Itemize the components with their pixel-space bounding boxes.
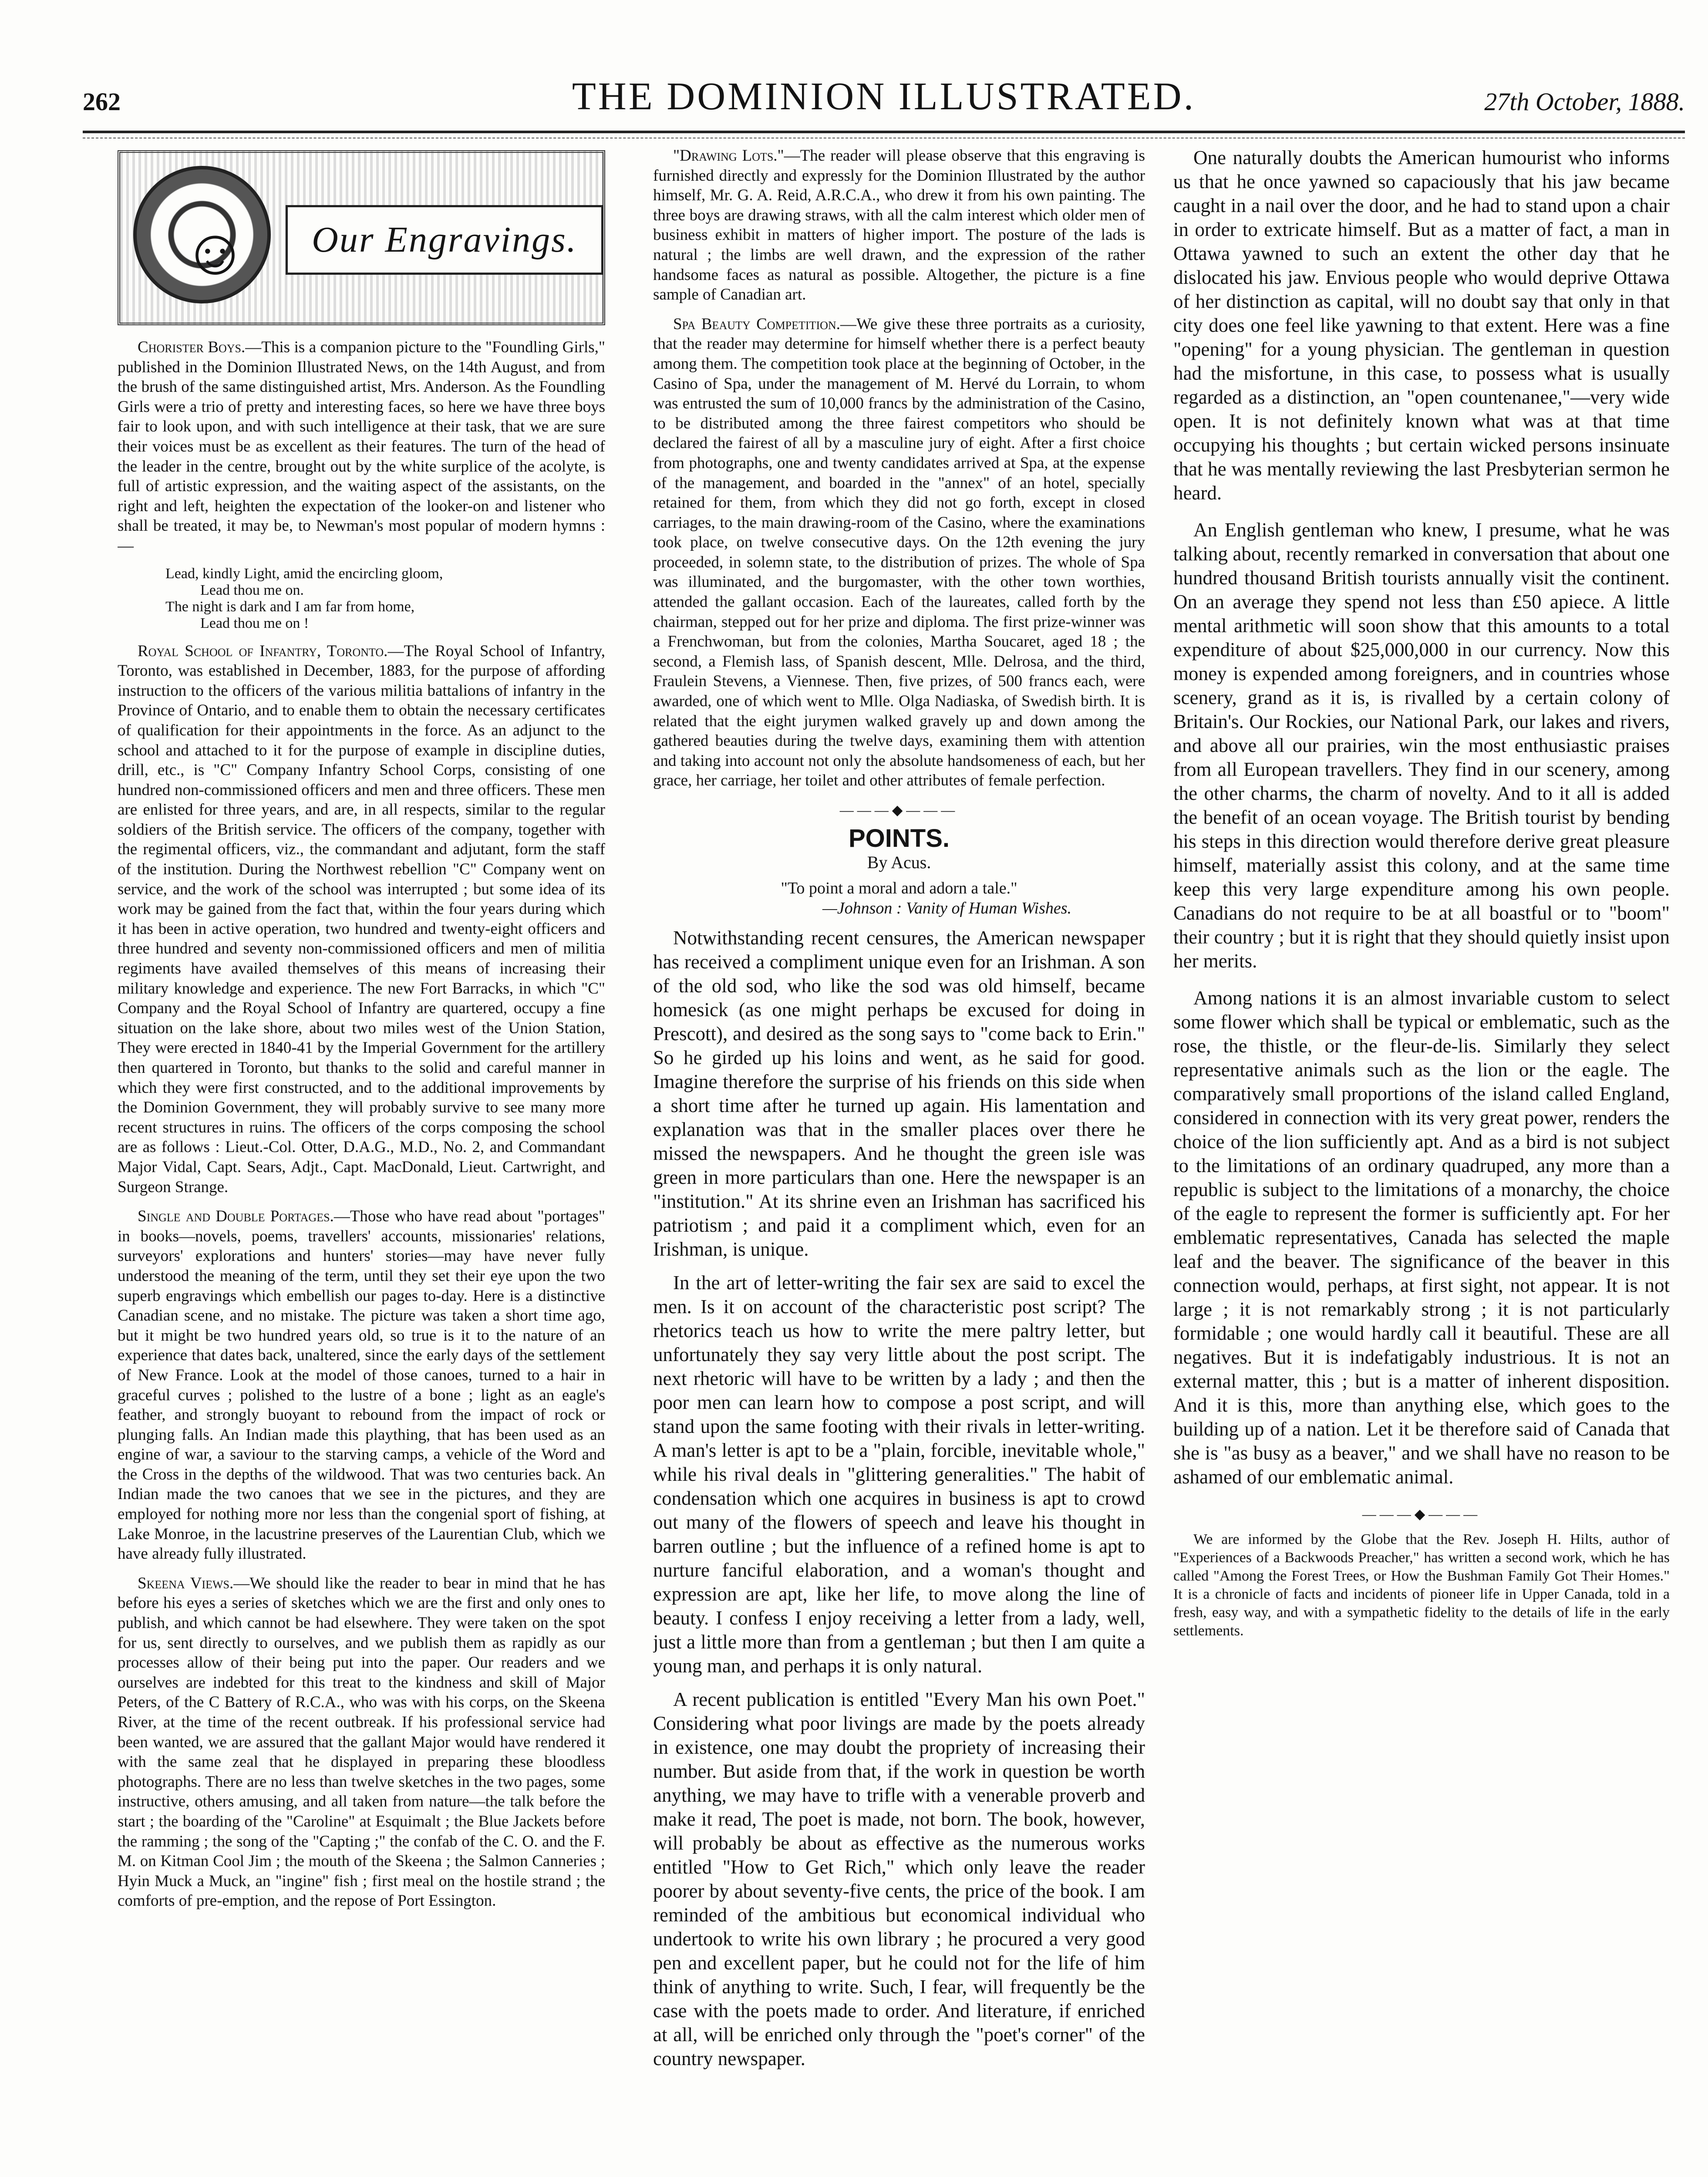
engravings-banner-title: Our Engravings.: [286, 205, 603, 275]
hilts-notice: We are informed by the Globe that the Rev. Joseph H. Hilts, author of "Experiences of a Backwoods Preacher," has written a second work, which he has called "Among the Forest Trees, or How the Bushman Family Got Their Homes." It is a chronicle of facts and incidents of pioneer life in Upper Canada, told in a fresh, easy way, and with a sympathetic fidelity to the details of life in the early settlements.: [1173, 1531, 1670, 1639]
motto-source: —Johnson : Vanity of Human Wishes.: [822, 899, 1072, 918]
motto-text: "To point a moral and adorn a tale.": [781, 879, 1017, 898]
green-man-medallion-icon: [133, 166, 271, 303]
poem-line: The night is dark and I am far from home,: [165, 598, 415, 615]
issue-date: 27th October, 1888.: [1484, 88, 1685, 116]
page-header: [83, 74, 1685, 122]
section-ornament: ———◆———: [1362, 1506, 1481, 1522]
poem-line: Lead, kindly Light, amid the encircling gloom,: [165, 565, 443, 582]
article-skeena: [118, 1574, 605, 1911]
article-royal-school: [118, 641, 605, 1197]
section-ornament: ———◆———: [839, 802, 959, 818]
article-spa: [653, 314, 1145, 791]
points-motto: [653, 878, 1145, 918]
article-portages: [118, 1206, 605, 1564]
points-byline: By Acus.: [867, 852, 931, 872]
article-title: "Drawing Lots.": [673, 147, 784, 165]
article-chorister: [118, 337, 605, 556]
header-rule: [83, 131, 1685, 133]
column-1: [118, 146, 605, 2177]
points-paragraph-6: Among nations it is an almost invariable custom to select some flower which shall be typical or emblematic, such as the rose, the thistle, or the fleur-de-lis. Similarly they select representative animals such as the lion or the eagle. The comparatively small proportions of the island called England, considered in connection with its very great power, renders the choice of the lion sufficiently apt. And as a bird is not subject to the limitations of an ordinary quadruped, any more than a republic is subject to the limitations of a monarchy, the choice of the eagle to represent the former is sufficiently apt. For her emblematic representatives, Canada has selected the maple leaf and the beaver. The significance of the beaver in this connection would, perhaps, at first sight, not appear. It is not large ; it is not remarkably strong ; it is not particularly formidable ; one would hardly call it beautiful. These are all negatives. But it is indefatigably industrious. It is not an external matter, this ; but is a matter of inherent disposition. And it is this, more than anything else, which goes to the building up of a nation. Let it be therefore said of Canada that she is "as busy as a beaver," and we shall have no reason to be ashamed of our emblematic animal.: [1173, 987, 1670, 1488]
poem-line: Lead thou me on.: [200, 582, 304, 598]
column-2: [653, 146, 1145, 2177]
article-title: Royal School of Infantry, Toronto.: [138, 642, 388, 660]
article-title: Single and Double Portages.: [138, 1207, 334, 1226]
article-drawing-lots: [653, 146, 1145, 305]
points-text-block: [653, 926, 1145, 2071]
points-paragraph-2: In the art of letter-writing the fair sex are said to excel the men. Is it on account of the characteristic post script? The rhetorics teach us how to write the mere paltry letter, but unfortunately they say very little about the post script. The next rhetoric will have to be written by a lady ; and then the poor men can learn how to compose a post script, and will stand upon the same footing with their rivals in letter-writing. A man's letter is apt to be a "plain, forcible, inevitable whole," while his rival deals in "glittering generalities." The habit of condensation which one acquires in business is apt to crowd out many of the flowers of speech and leave his thought in barren outline ; but the influence of a refined home is apt to nurture fanciful elaboration, and a woman's thought and expression are apt, like her life, to move along the line of beauty. I confess I enjoy receiving a letter from a lady, well, just a little more than from a gentleman ; but then I am quite a young man, and perhaps it is only natural.: [653, 1272, 1145, 1677]
article-body: —This is a companion picture to the "Foundling Girls," published in the Dominion Illustrated News, on the 14th August, and from the brush of the same distinguished artist, Mrs. Anderson. As the Foundling Girls were a trio of pretty and interesting faces, so here we have three boys fair to look upon, and with such intelligence at their task, that we are sure their voices must be as excellent as their features. The turn of the head of the leader in the centre, brought out by the white surplice of the acolyte, is full of artistic expression, and the waiting aspect of the assistants, on the right and left, heighten the expectation of the looker-on and listener who shall be treated, it may be, to Newman's most popular of modern hymns :—: [118, 338, 605, 555]
points-paragraph-3: A recent publication is entitled "Every Man his own Poet." Considering what poor livings are made by the poets already in existence, one may doubt the propriety of increasing their number. But aside from that, if the work in question be worth anything, we may have to trifle with a venerable proverb and make it read, The poet is made, not born. The book, however, will probably be about as effective as the numerous works entitled "How to Get Rich," which only leave the reader poorer by about seventy-five cents, the price of the book. I am reminded of the ambitious but economical individual who undertook to write his own library ; he procured a very good pen and excellent paper, but he could not for the life of him think of anything to write. Such, I fear, will frequently be the case with the poets made to order. And literature, if enriched at all, will be enriched only through the "poet's corner" of the country newspaper.: [653, 1688, 1145, 2070]
poem-line: Lead thou me on !: [200, 615, 309, 631]
article-body: —The Royal School of Infantry, Toronto, was established in December, 1883, for the purpose of affording instruction to the officers of the various militia battalions of infantry in the Province of Ontario, and to enable them to obtain the necessary certificates of qualification for their appointments in the force. As an adjunct to the school and attached to it for the purpose of example in discipline duties, drill, etc., is "C" Company Infantry School Corps, consisting of one hundred non-commissioned officers and men and three officers. These men are enlisted for three years, and are, in all respects, similar to the regular soldiers of the British service. The officers of the company, together with the regimental officers, viz., the commandant and adjutant, form the staff of the institution. During the Northwest rebellion "C" Company went on service, and the work of the school was interrupted ; but some idea of its work may be gained from the fact that, within the four years during which it has been in active operation, two hundred and twenty-eight officers and three hundred and seventy non-commissioned officers and men of militia regiments have availed themselves of this means of increasing their military knowledge and experience. The new Fort Barracks, in which "C" Company and the Royal School of Infantry are quartered, occupy a fine situation on the lake shore, about two miles west of the Union Station, They were erected in 1840-41 by the Imperial Government for the artillery then quartered in Toronto, but thanks to the solid and careful manner in which they were first constructed, and to the additional improvements by the Dominion Government, they will probably survive to see many more recent structures in ruins. The officers of the corps composing the school are as follows : Lieut.-Col. Otter, D.A.G., M.D., No. 2, and Commandant Major Vidal, Capt. Sears, Adjt., Capt. MacDonald, Lieut. Cartwright, and Surgeon Strange.: [118, 642, 605, 1196]
points-paragraph-4: One naturally doubts the American humourist who informs us that he once yawned so capaciously that his jaw became caught in a nail over the door, and he had to stand upon a chair in order to extricate himself. But as a matter of fact, a man in Ottawa yawned to such an extent the other day that he dislocated his jaw. Envious people who would deprive Ottawa of her distinction as capital, will no doubt say that only in that city does one feel like yawning to that extent. Here was a fine "opening" for a young physician. The gentleman in question had the misfortune, in this case, to possess what is usually regarded as a distinction, an "open countenanee,"—very wide open. It is not definitely known what was at that time occupying his thoughts ; but certain wicked persons insinuate that he was mentally reviewing the last Presbyterian sermon he heard.: [1173, 147, 1670, 504]
page-number: 262: [83, 88, 121, 116]
article-body: —We should like the reader to bear in mind that he has before his eyes a series of sketches which we are the first and only ones to publish, and which cannot be had elsewhere. They were taken on the spot for us, sent directly to ourselves, and we publish them as rapidly as our processes allow of their being put into the paper. Our readers and we ourselves are indebted for this treat to the kindness and skill of Major Peters, of the C Battery of R.C.A., who was with his corps, on the Skeena River, at the time of the recent outbreak. If his professional service had been wanted, we are assured that the gallant Major would have rendered it with the same zeal that he displayed in preparing these bloodless photographs. There are no less than twelve sketches in the two pages, some instructive, others amusing, and all taken from nature—the talk before the start ; the boarding of the "Caroline" at Esquimalt ; the Blue Jackets before the ramming ; the song of the "Capting ;" the confab of the C. O. and the F. M. on Kitman Cool Jim ; the mouth of the Skeena ; the Salmon Canneries ; Hyin Muck a Muck, an "ingine" fish ; first meal on the hostile strand ; the comforts of pre-emption, and the repose of Port Essington.: [118, 1574, 605, 1910]
article-body: —We give these three portraits as a curiosity, that the reader may determine for himself whether there is a perfect beauty among them. The competition took place at the beginning of October, in the Casino of Spa, under the management of M. Hervé du Lorrain, to whom was entrusted the sum of 10,000 francs by the administration of the Casino, to be distributed among the three fairest competitors who should be declared the fairest of all by a masculine jury of eight. After a first choice from photographs, one and twenty candidates arrived at Spa, at the expense of the management, and boarded in the "annex" of an hotel, specially retained for them, from which they did not go forth, except in closed carriages, to the main drawing-room of the Casino, where the examinations took place, on twelve consecutive days. On the 12th evening the jury proceeded, in solemn state, to the distribution of prizes. The whole of Spa was illuminated, and the burgomaster, with the other town worthies, attended the gallant occasion. Each of the laureates, called forth by the chairman, stepped out for her prize and diploma. The first prize-winner was a Frenchwoman, but from the colonies, Martha Soucaret, aged 18 ; the second, a Flemish lass, of Spanish descent, Mlle. Delrosa, and the third, Fraulein Stevens, a Viennese. Then, five prizes, of 500 francs each, were awarded, one of which went to Mlle. Olga Nadiaska, of Swedish birth. It is related that the eight jurymen walked gravely up and down among the gathered beauties during the twelve days, examining them with attention and taking into account not only the absolute handsomeness of each, but her grace, her carriage, her toilet and other attributes of female perfection.: [653, 315, 1145, 790]
face-ornament-icon: ☺: [182, 216, 249, 288]
article-body: —Those who have read about "portages" in books—novels, poems, travellers' accounts, missionaries' relations, surveyors' explorations and hunters' stories—may have never fully understood the meaning of the term, until they set their eye upon the two superb engravings which embellish our pages to-day. Here is a distinctive Canadian scene, and no mistake. The picture was taken a short time ago, but it might be two hundred years old, so true is it to the nature of an experience that dates back, unaltered, since the early days of the settlement of New France. Look at the model of those canoes, turned to a hair in graceful curves ; polished to the lustre of a bone ; light as an eagle's feather, and strongly buoyant to rebound from the impact of rock or plunging falls. An Indian made this plaything, that has been used as an engine of war, a saviour to the starving camps, a vehicle of the Word and the Cross in the depths of the wildwood. That was two centuries back. An Indian made the two canoes that we see in the pictures, and they are employed for nothing more nor less than the congenial sport of fishing, at Lake Monroe, in the lacustrine preserves of the Laurentian Club, which we have already fully illustrated.: [118, 1207, 605, 1563]
points-paragraph-1: Notwithstanding recent censures, the American newspaper has received a compliment unique even for an Irishman. A son of the old sod, who like the sod was old himself, became homesick (as one might perhaps be excused for doing in Prescott), and desired as the song says to "come back to Erin." So he girded up his loins and went, as he said for good. Imagine therefore the surprise of his friends on this side when a short time after he turned up again. His lamentation and explanation was that in the smaller places over there he missed the newspapers. And he thought the green isle was green in more particulars than one. Here the newspaper is an "institution." At its shrine even an Irishman has sacrificed his patriotism ; and paid it a compliment which, even for an Irishman, is unique.: [653, 927, 1145, 1260]
article-body: —The reader will please observe that this engraving is furnished directly and expressly for the Dominion Illustrated by the author himself, Mr. G. A. Reid, A.R.C.A., who drew it from his own painting. The three boys are drawing straws, with all the calm interest which older men of business exhibit in matters of higher import. The posture of the lads is natural ; the limbs are well drawn, and the expression of the rather handsome faces as natural as possible. Altogether, the picture is a fine sample of Canadian art.: [653, 147, 1145, 304]
hymn-quote: [165, 566, 605, 632]
points-heading: POINTS.: [848, 824, 950, 853]
article-title: Spa Beauty Competition.: [673, 315, 840, 333]
column-3: [1173, 146, 1670, 2177]
article-title: Chorister Boys.: [138, 338, 246, 356]
engravings-banner: [118, 150, 605, 325]
masthead-title: THE DOMINION ILLUSTRATED.: [572, 75, 1196, 118]
article-title: Skeena Views.: [138, 1574, 234, 1592]
points-paragraph-5: An English gentleman who knew, I presume, what he was talking about, recently remarked in conversation that about one hundred thousand British tourists annually visit the continent. On an average they spend not less than £50 apiece. A little mental arithmetic will soon show that this amounts to a total expenditure of about $25,000,000 in our currency. Now this money is expended among foreigners, and in countries whose scenery, grand as it is, is rivalled by a certain colony of Britain's. Our Rockies, our National Park, our lakes and rivers, and above all our prairies, win the most enthusiastic praises from all European travellers. They find in our scenery, among the other charms, the charm of novelty. And to it all is added the benefit of an ocean voyage. The British tourist by bending his steps in this direction would therefore derive great pleasure himself, materially assist this colony, and at the same time keep this very large expenditure among his own people. Canadians do not require to be at all boastful or to "boom" their country ; but it is right that they should quietly insist upon her merits.: [1173, 519, 1670, 972]
